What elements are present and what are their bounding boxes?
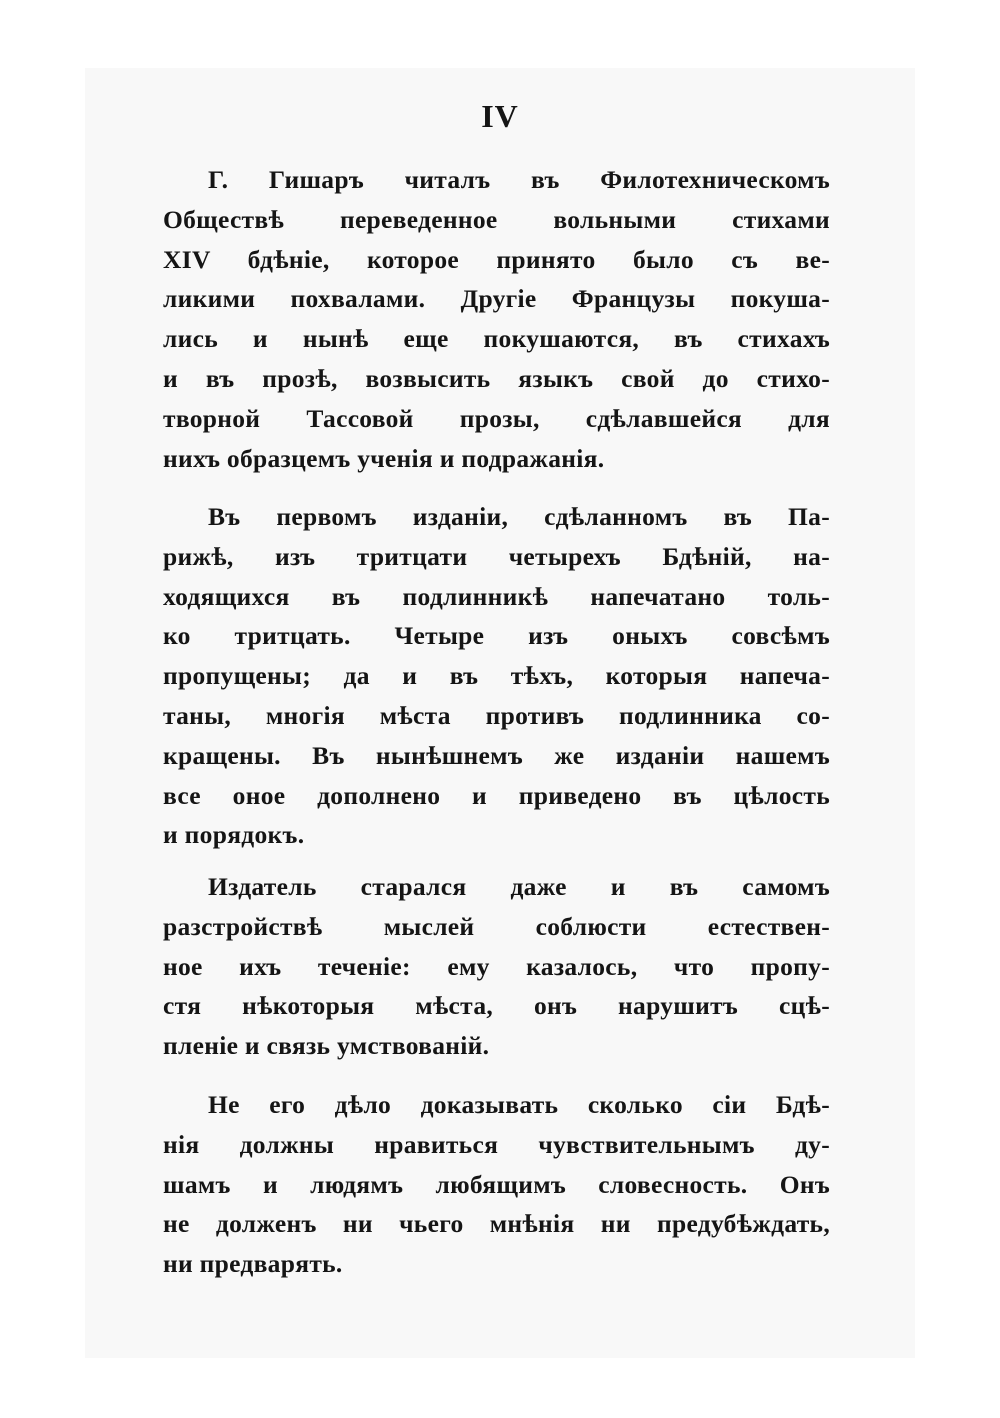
paragraph-1: [163, 160, 830, 478]
text-line: Издатель старался даже и въ самомъ: [208, 872, 830, 901]
text-line: разстройствѣ мыслей соблюсти естествен-: [163, 911, 830, 941]
text-line: Не его дѣло доказывать сколько сіи Бдѣ-: [208, 1090, 830, 1119]
text-line: стя нѣкоторыя мѣста, онъ нарушитъ сцѣ-: [163, 991, 830, 1021]
text-line: лись и нынѣ еще покушаются, въ стихахъ: [163, 324, 830, 354]
paragraph-4: [163, 1085, 830, 1284]
text-line: не долженъ ни чьего мнѣнія ни предубѣждать,: [163, 1209, 830, 1239]
text-line: все оное дополнено и приведено въ цѣлость: [163, 780, 830, 810]
text-line: Въ первомъ изданіи, сдѣланномъ въ Па-: [208, 502, 830, 531]
text-line: ни предварять.: [163, 1249, 343, 1279]
text-line: Г. Гишаръ читалъ въ Филотехническомъ: [208, 165, 830, 194]
paragraph-2: [163, 497, 830, 855]
text-line: ко тритцать. Четыре изъ оныхъ совсѣмъ: [163, 621, 830, 651]
text-line: шамъ и людямъ любящимъ словесность. Онъ: [163, 1169, 830, 1199]
text-line: ное ихъ теченіе: ему казалось, что пропу-: [163, 951, 830, 981]
text-line: ликими похвалами. Другіе Французы покуша-: [163, 284, 830, 314]
text-line: творной Тассовой прозы, сдѣлавшейся для: [163, 403, 830, 433]
text-line: XIV бдѣніе, которое принято было съ ве-: [163, 244, 830, 274]
text-line: нихъ образцемъ ученія и подражанія.: [163, 443, 605, 473]
text-line: пленіе и связь умствованій.: [163, 1031, 490, 1061]
text-line: пропущены; да и въ тѣхъ, которыя напеча-: [163, 661, 830, 691]
text-line: таны, многія мѣста противъ подлинника со-: [163, 700, 830, 730]
text-line: рижѣ, изъ тритцати четырехъ Бдѣній, на-: [163, 541, 830, 571]
text-line: кращены. Въ нынѣшнемъ же изданіи нашемъ: [163, 740, 830, 770]
text-line: и въ прозѣ, возвысить языкъ свой до стихо-: [163, 363, 830, 393]
text-line: ходящихся въ подлинникѣ напечатано толь-: [163, 581, 830, 611]
text-line: нія должны нравиться чувствительнымъ ду-: [163, 1129, 830, 1159]
text-line: и порядокъ.: [163, 820, 305, 850]
text-line: Обществѣ переведенное вольными стихами: [163, 204, 830, 234]
paragraph-3: [163, 867, 830, 1066]
page-number: IV: [481, 98, 519, 134]
